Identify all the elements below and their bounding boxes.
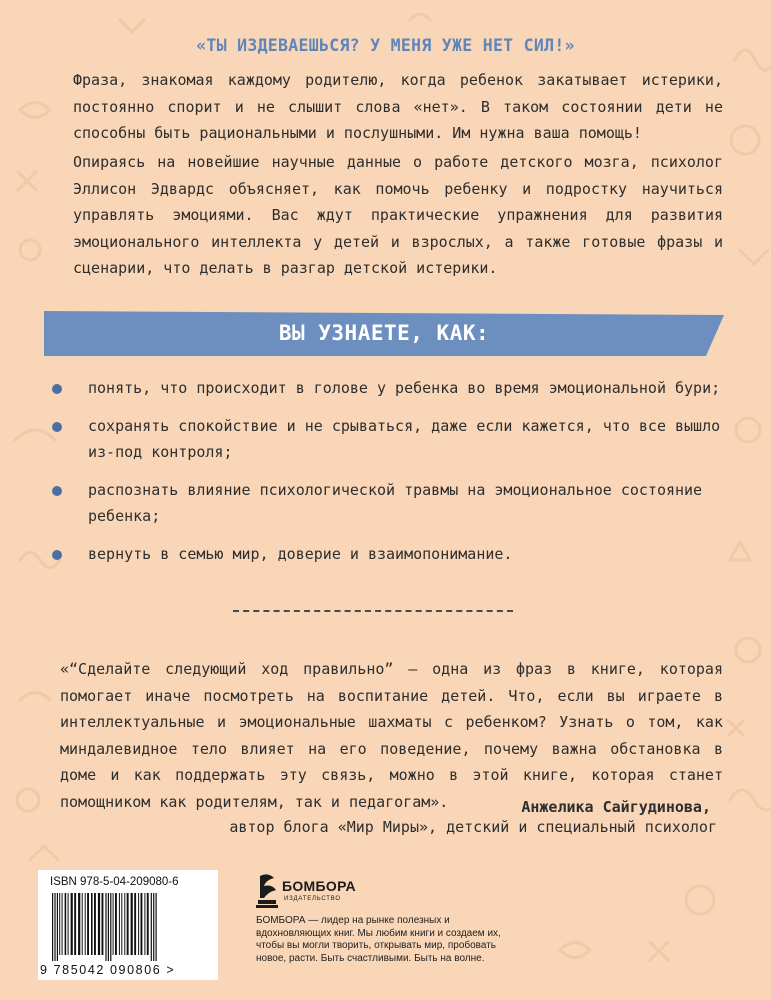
intro-paragraph-2: Опираясь на новейшие научные данные о работе детского мозга, психолог Эллисон Эдвардс объясняет, как помочь ребенку и подростку научиться управлять эмоциями. Вас ждут практические упражнения для развития эмоционального интеллекта у детей и взрослых, а также готовые фразы и сценарии, что делать в разгар детской истерики. xyxy=(73,153,723,277)
list-item-text: вернуть в семью мир, доверие и взаимопонимание. xyxy=(88,545,513,563)
list-item xyxy=(52,541,732,567)
publisher-name: БОМБОРА xyxy=(282,878,356,894)
bullet-dot-icon xyxy=(52,550,62,560)
learn-banner xyxy=(44,311,724,356)
publisher-description: БОМБОРА — лидер на рынке полезных и вдохновляющих книг. Мы любим книги и создаем их, чтобы вы могли творить, открывать мир, пробовать новое, расти. Быть счастливыми. Быть на волне. xyxy=(256,915,501,964)
barcode-icon xyxy=(48,893,208,961)
list-item-text: сохранять спокойствие и не срываться, даже если кажется, что все вышло из-под контроля; xyxy=(88,417,721,461)
headline-quote: «ТЫ ИЗДЕВАЕШЬСЯ? У МЕНЯ УЖЕ НЕТ СИЛ!» xyxy=(196,36,575,55)
barcode-digits: 9 785042 090806 > xyxy=(40,963,176,977)
isbn-label: ISBN 978-5-04-209080-6 xyxy=(50,876,179,888)
learn-list xyxy=(52,375,732,579)
list-item xyxy=(52,477,732,529)
list-item-text: понять, что происходит в голове у ребенка во время эмоциональной бури; xyxy=(88,379,721,397)
list-item-text: распознать влияние психологической травмы на эмоциональное состояние ребенка; xyxy=(88,481,703,525)
publisher-logo xyxy=(256,870,376,910)
list-item xyxy=(52,413,732,465)
review-text: «“Сделайте следующий ход правильно” – одна из фраз в книге, которая помогает иначе посмотреть на воспитание детей. Что, если вы играете в интеллектуальные и эмоциональные шахматы с ребенком? Узнать о том, как миндалевидное тело влияет на его поведение, почему важна обстановка в доме и как поддержать эту связь, можно в этой книге, которая станет помощником как родителям, так и педагогам». xyxy=(60,660,723,811)
review-author: Анжелика Сайгудинова, xyxy=(521,798,711,816)
review-author-role: автор блога «Мир Миры», детский и специальный психолог xyxy=(229,818,717,836)
banner-title: ВЫ УЗНАЕТЕ, КАК: xyxy=(278,321,490,345)
isbn-barcode xyxy=(38,870,218,980)
bullet-dot-icon xyxy=(52,422,62,432)
bullet-dot-icon xyxy=(52,486,62,496)
dashed-divider xyxy=(233,610,513,612)
intro-paragraph-1: Фраза, знакомая каждому родителю, когда ребенок закатывает истерики, постоянно спорит и не слышит слова «нет». В таком состоянии дети не способны быть рациональными и послушными. Им нужна ваша помощь! xyxy=(73,71,723,142)
publisher-subtitle: ИЗДАТЕЛЬСТВО xyxy=(284,896,341,902)
bullet-dot-icon xyxy=(52,384,62,394)
list-item xyxy=(52,375,732,401)
publisher-logo-icon xyxy=(256,870,282,910)
